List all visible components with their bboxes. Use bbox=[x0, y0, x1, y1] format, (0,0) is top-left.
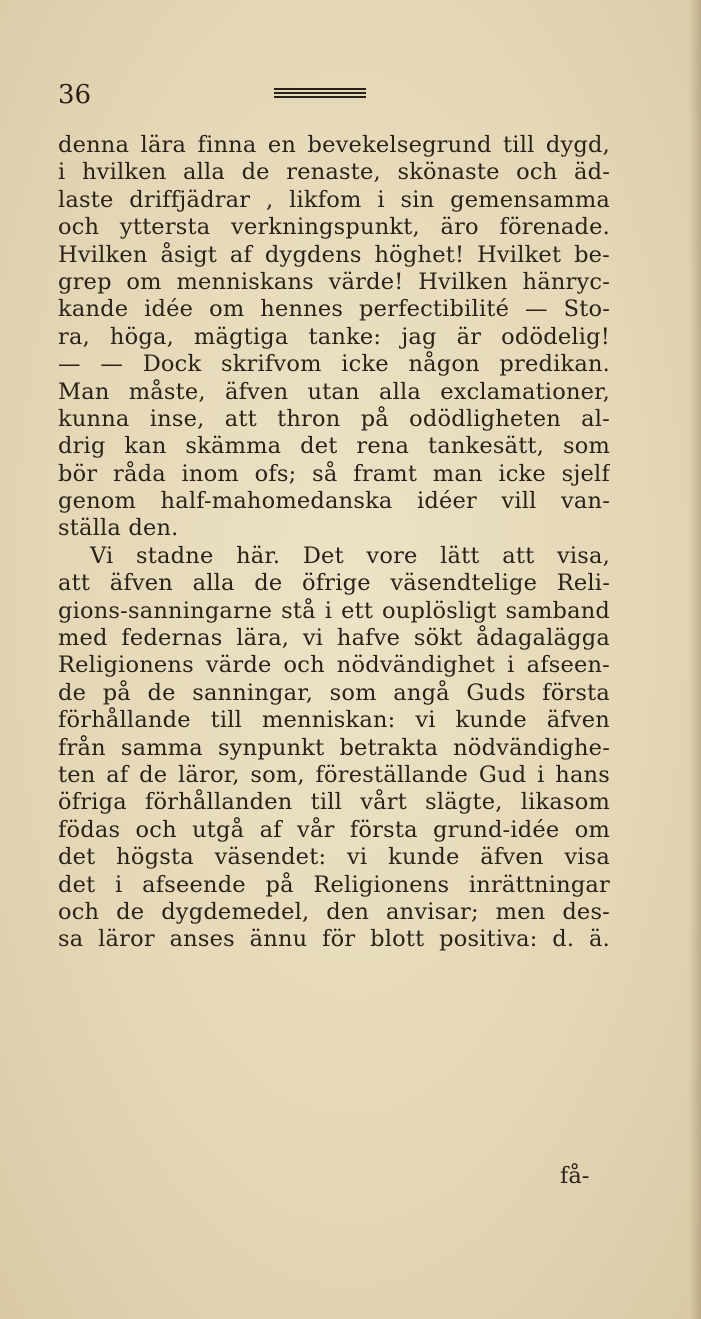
text-line: de på de sanningar, som angå Guds första bbox=[58, 679, 610, 706]
text-line: — — Dock skrifvom icke någon predikan. bbox=[58, 351, 610, 378]
text-line: ra, höga, mägtiga tanke: jag är odödelig! bbox=[58, 323, 610, 350]
text-line: ten af de läror, som, föreställande Gud i hans bbox=[58, 761, 610, 788]
text-line: genom half-mahomedanska idéer vill van- bbox=[58, 488, 610, 515]
text-line: Hvilken åsigt af dygdens höghet! Hvilket be- bbox=[58, 241, 610, 268]
text-line: öfriga förhållanden till vårt slägte, likasom bbox=[58, 789, 610, 816]
text-line: bör råda inom ofs; så framt man icke sjelf bbox=[58, 460, 610, 487]
text-line: grep om menniskans värde! Hvilken hänryc- bbox=[58, 268, 610, 295]
text-line: det högsta väsendet: vi kunde äfven visa bbox=[58, 844, 610, 871]
text-line: Religionens värde och nödvändighet i afseen- bbox=[58, 652, 610, 679]
body-text bbox=[58, 132, 610, 954]
text-line: och yttersta verkningspunkt, äro förenade. bbox=[58, 214, 610, 241]
text-line: sa läror anses ännu för blott positiva: d. ä. bbox=[58, 926, 610, 953]
text-line: gions-sanningarne stå i ett ouplösligt samband bbox=[58, 597, 610, 624]
text-line: från samma synpunkt betrakta nödvändighe- bbox=[58, 734, 610, 761]
text-line: det i afseende på Religionens inrättningar bbox=[58, 871, 610, 898]
text-line: att äfven alla de öfrige väsendtelige Reli- bbox=[58, 570, 610, 597]
catchword: få- bbox=[560, 1163, 590, 1189]
text-line: Vi stadne här. Det vore lätt att visa, bbox=[90, 542, 610, 569]
text-line: födas och utgå af vår första grund-idée om bbox=[58, 816, 610, 843]
text-line: kunna inse, att thron på odödligheten al- bbox=[58, 405, 610, 432]
text-line: denna lära finna en bevekelsegrund till dygd, bbox=[58, 132, 610, 158]
text-line: förhållande till menniskan: vi kunde äfven bbox=[58, 707, 610, 734]
text-line: och de dygdemedel, den anvisar; men des- bbox=[58, 898, 610, 925]
header-rule bbox=[274, 88, 366, 100]
text-line: kande idée om hennes perfectibilité — Sto- bbox=[58, 296, 610, 323]
text-line: Man måste, äfven utan alla exclamationer, bbox=[58, 378, 610, 405]
text-line: i hvilken alla de renaste, skönaste och äd- bbox=[58, 159, 610, 186]
text-line: med federnas lära, vi hafve sökt ådagalägga bbox=[58, 625, 610, 652]
text-line: laste driffjädrar , likfom i sin gemensamma bbox=[58, 186, 610, 213]
text-line: ställa den. bbox=[58, 515, 179, 542]
page-number: 36 bbox=[58, 80, 92, 110]
text-line: drig kan skämma det rena tankesätt, som bbox=[58, 433, 610, 460]
